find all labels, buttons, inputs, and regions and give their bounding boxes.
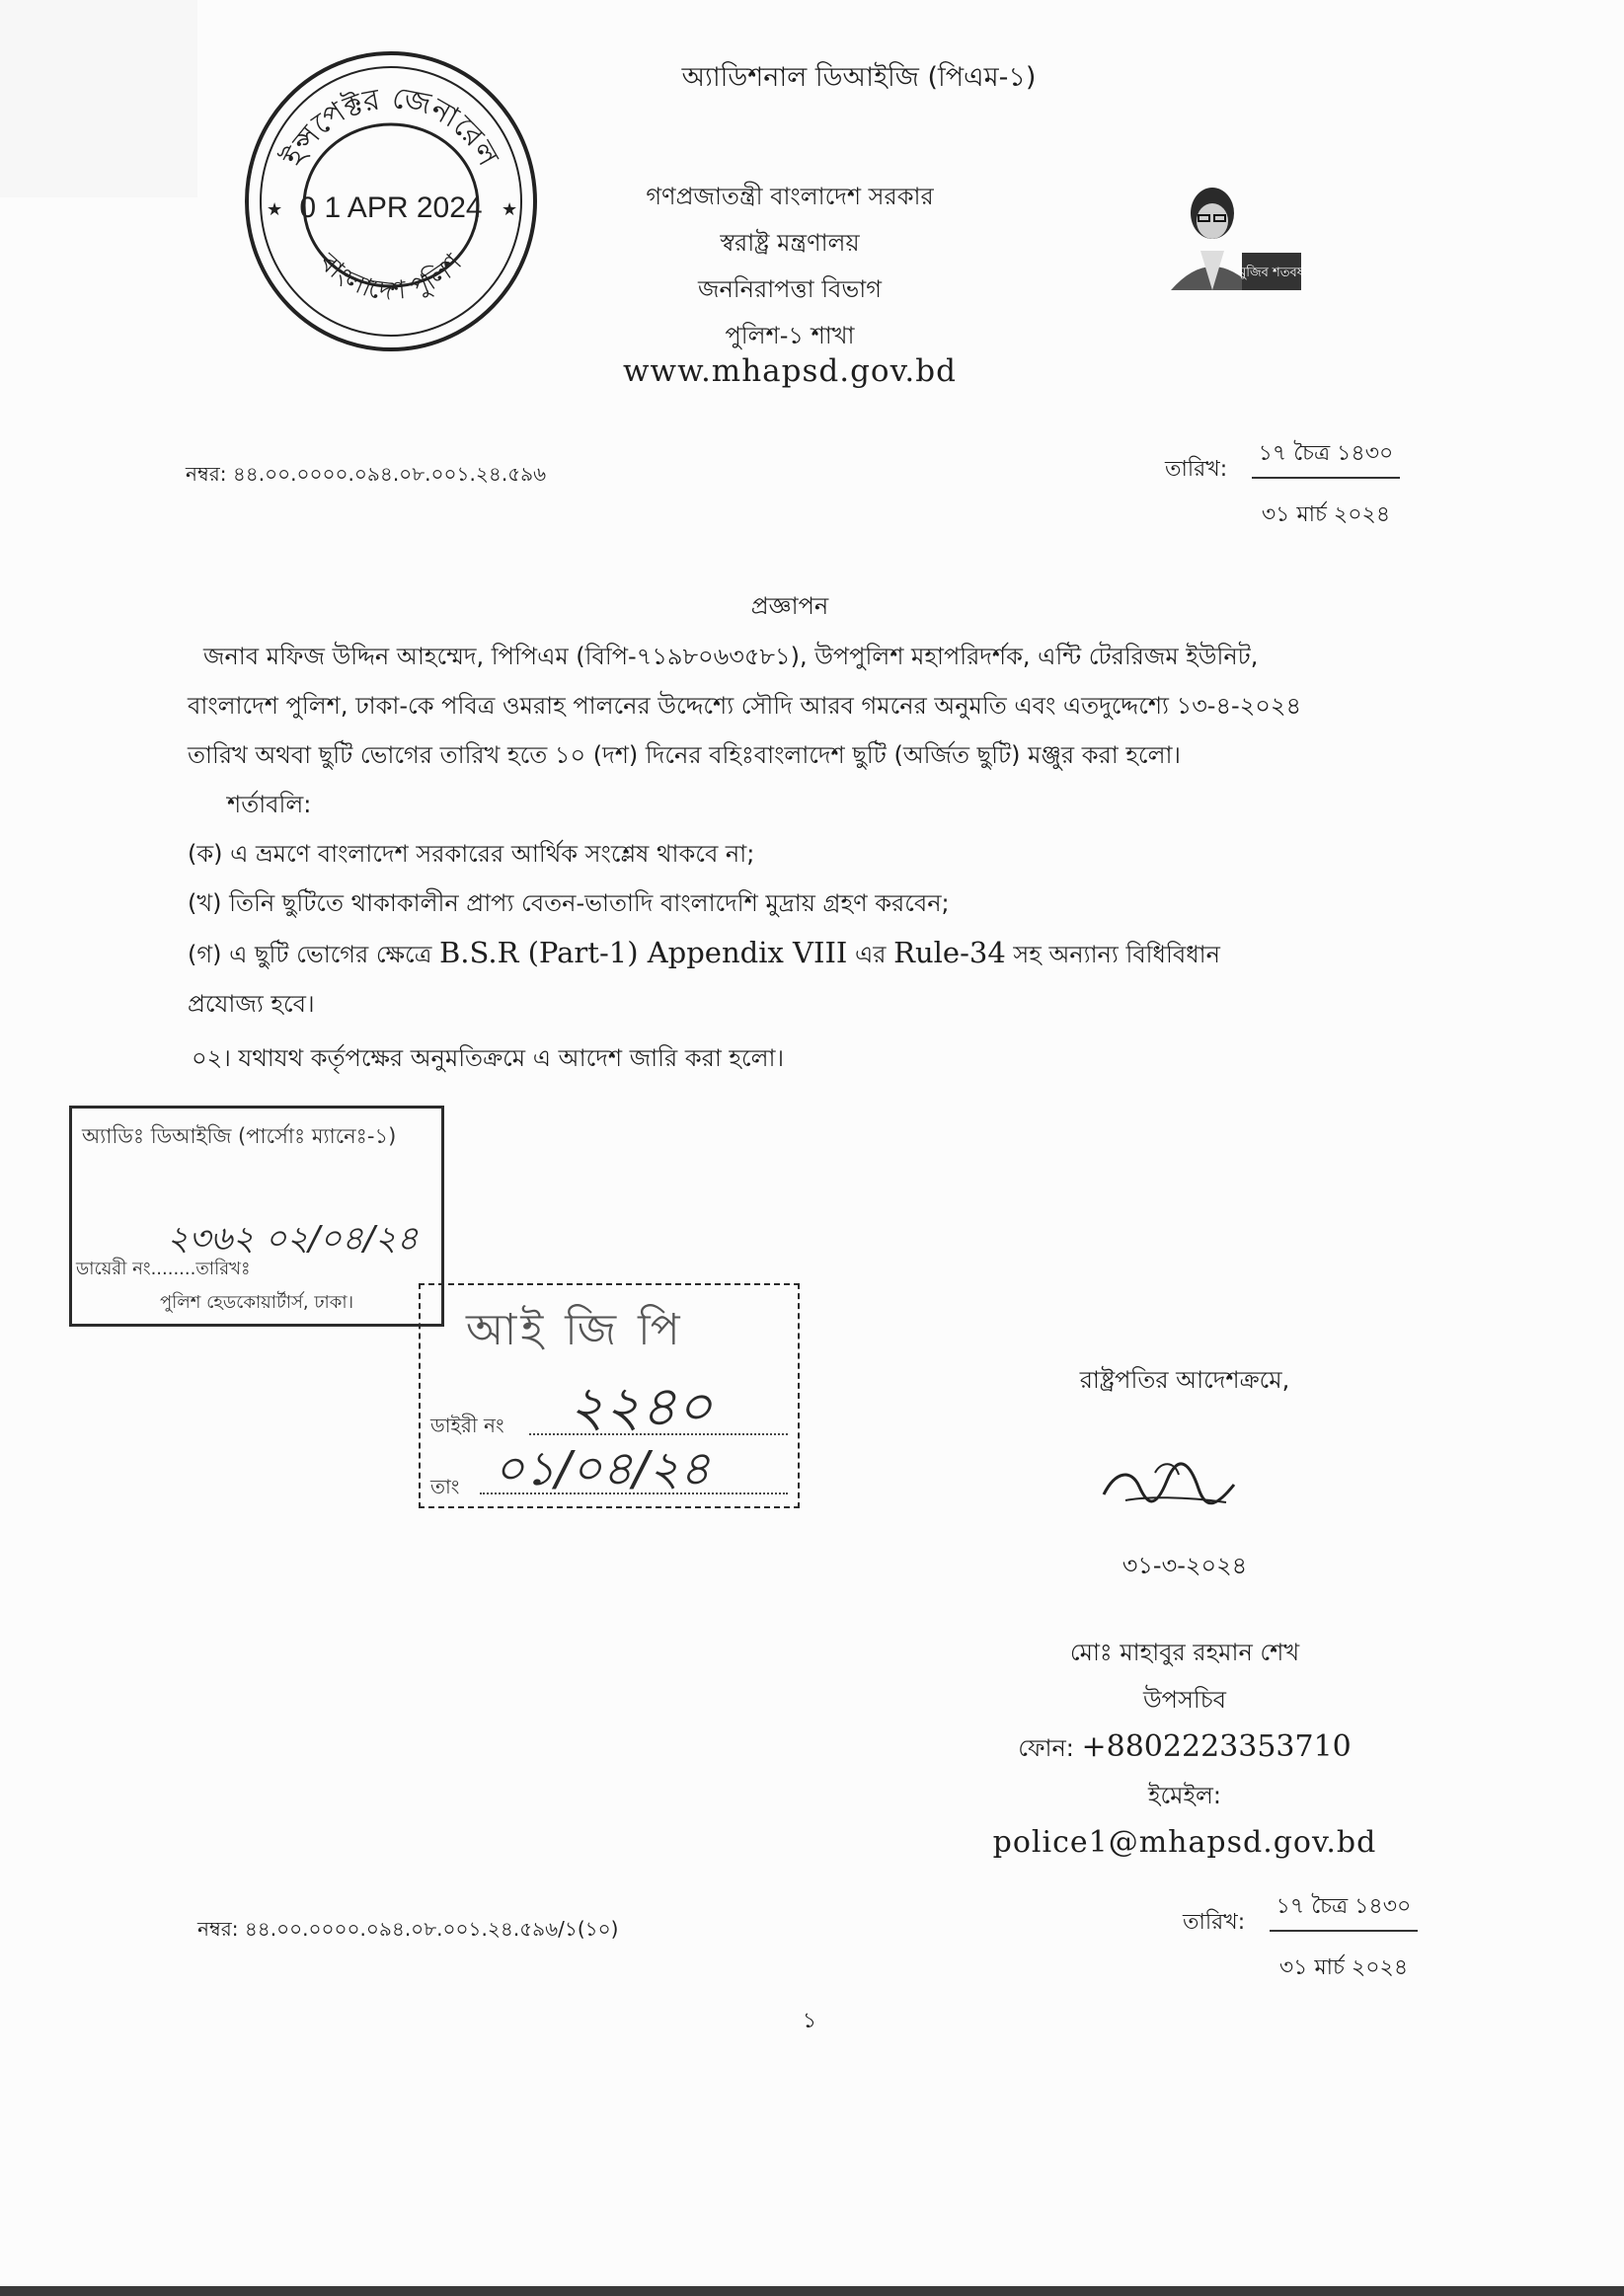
scan-artifact bbox=[0, 0, 197, 197]
header-line-division: জননিরাপত্তা বিভাগ bbox=[698, 275, 882, 303]
round-seal-stamp bbox=[243, 49, 539, 353]
date-label: তারিখ: bbox=[1165, 457, 1228, 482]
condition-ga-continued: প্রযোজ্য হবে। bbox=[188, 990, 315, 1018]
seal-date: 0 1 APR 2024 bbox=[299, 191, 483, 224]
condition-ga-bsr: B.S.R (Part-1) Appendix VIII bbox=[438, 936, 848, 969]
presidential-order-text: রাষ্ট্রপতির আদেশক্রমে, bbox=[1079, 1366, 1290, 1394]
email-address[interactable]: police1@mhapsd.gov.bd bbox=[992, 1825, 1377, 1860]
portrait-icon bbox=[1161, 174, 1339, 302]
stamp-1-diary-label: ডায়েরী নং........তারিখঃ bbox=[76, 1259, 251, 1279]
signatory-phone bbox=[948, 1723, 1422, 1772]
condition-ga-rule: Rule-34 bbox=[893, 936, 1006, 969]
signature-icon bbox=[1096, 1451, 1244, 1520]
condition-kha: (খ) তিনি ছুটিতে থাকাকালীন প্রাপ্য বেতন-ভাতাদি বাংলাদেশি মুদ্রায় গ্রহণ করবেন; bbox=[188, 889, 950, 917]
conditions-heading: শর্তাবলি: bbox=[227, 791, 312, 818]
government-header bbox=[553, 174, 1027, 359]
body-line-1: জনাব মফিজ উদ্দিন আহম্মেদ, পিপিএম (বিপি-৭১৯৮০৬৩৫৮১), উপপুলিশ মহাপরিদর্শক, এন্টি টেররিজম ইউনিট, bbox=[203, 643, 1259, 670]
receipt-stamp-additional-dig bbox=[69, 1106, 444, 1327]
date-bengali-2: ১৭ চৈত্র ১৪৩০ bbox=[1270, 1889, 1418, 1932]
header-line-ministry: স্বরাষ্ট্র মন্ত্রণালয় bbox=[720, 229, 860, 257]
stamp-2-date-value: ০১/০৪/২৪ bbox=[494, 1441, 711, 1496]
date-bengali: ১৭ চৈত্র ১৪৩০ bbox=[1252, 436, 1400, 479]
paragraph-02: ০২। যথাযথ কর্তৃপক্ষের অনুমতিক্রমে এ আদেশ জারি করা হলো। bbox=[192, 1044, 785, 1072]
phone-label: ফোন: bbox=[1018, 1734, 1074, 1762]
top-title: অ্যাডিশনাল ডিআইজি (পিএম-১) bbox=[681, 62, 1037, 93]
condition-ga-mid: এর bbox=[855, 941, 887, 968]
seal-top-text: ইন্সপেক্টর জেনারেল bbox=[275, 80, 505, 173]
condition-ga-prefix: (গ) এ ছুটি ভোগের ক্ষেত্রে bbox=[188, 941, 432, 968]
portrait-logo bbox=[1161, 174, 1339, 302]
stamp-1-handwriting: ২৩৬২ ০২/০৪/২৪ bbox=[167, 1219, 419, 1259]
signatory-details bbox=[948, 1629, 1422, 1867]
date-label-2: তারিখ: bbox=[1183, 1910, 1246, 1935]
memo-number: নম্বর: ৪৪.০০.০০০০.০৯৪.০৮.০০১.২৪.৫৯৬ bbox=[186, 462, 547, 486]
condition-ga bbox=[188, 928, 1402, 979]
notice-body bbox=[188, 632, 1402, 1029]
portrait-caption: মুজিব শতবর্ষ bbox=[1239, 266, 1304, 280]
signatory-designation: উপসচিব bbox=[1142, 1686, 1227, 1714]
body-line-2: বাংলাদেশ পুলিশ, ঢাকা-কে পবিত্র ওমরাহ পালনের উদ্দেশ্যে সৌদি আরব গমনের অনুমতি এবং এতদুদ্দেশ্যে ১৩-৪-২০২৪ bbox=[188, 692, 1302, 720]
receipt-stamp-igp bbox=[419, 1283, 800, 1508]
date-gregorian-2: ৩১ মার্চ ২০২৪ bbox=[1278, 1955, 1409, 1980]
header-line-government: গণপ্রজাতন্ত্রী বাংলাদেশ সরকার bbox=[646, 183, 934, 210]
date-gregorian: ৩১ মার্চ ২০২৪ bbox=[1261, 502, 1391, 527]
signature-date: ৩১-৩-২০২৪ bbox=[1121, 1552, 1248, 1579]
stamp-2-diary-value: ২২৪০ bbox=[569, 1375, 713, 1439]
distribution-memo-number: নম্বর: ৪৪.০০.০০০০.০৯৪.০৮.০০১.২৪.৫৯৬/১(১০) bbox=[197, 1917, 619, 1941]
seal-bottom-text: বাংলাদেশ পুলিশ bbox=[313, 248, 469, 307]
stamp-1-footer: পুলিশ হেডকোয়ার্টার্স, ঢাকা। bbox=[159, 1292, 354, 1313]
signatory-name: মোঃ মাহাবুর রহমান শেখ bbox=[1069, 1639, 1300, 1666]
scan-bottom-edge bbox=[0, 2286, 1624, 2296]
stamp-2-title: আই জি পি bbox=[466, 1305, 684, 1355]
header-line-branch: পুলিশ-১ শাখা bbox=[725, 322, 855, 349]
stamp-2-date-label: তাং bbox=[430, 1475, 460, 1498]
phone-number[interactable]: +8802223353710 bbox=[1081, 1729, 1352, 1764]
seal-star-left-icon: ★ bbox=[267, 199, 283, 220]
condition-ka: (ক) এ ভ্রমণে বাংলাদেশ সরকারের আর্থিক সংশ্লেষ থাকবে না; bbox=[188, 840, 755, 868]
website-link[interactable]: www.mhapsd.gov.bd bbox=[623, 353, 957, 389]
email-label: ইমেইল: bbox=[1148, 1782, 1221, 1809]
condition-ga-suffix: সহ অন্যান্য বিধিবিধান bbox=[1013, 941, 1220, 968]
seal-star-right-icon: ★ bbox=[502, 199, 518, 220]
page-number: ১ bbox=[802, 2009, 817, 2033]
stamp-1-title: অ্যাডিঃ ডিআইজি (পার্সোঃ ম্যানেঃ-১) bbox=[82, 1124, 397, 1148]
seal-graphic bbox=[243, 49, 539, 353]
stamp-2-diary-label: ডাইরী নং bbox=[430, 1414, 504, 1437]
body-line-3: তারিখ অথবা ছুটি ভোগের তারিখ হতে ১০ (দশ) দিনের বহিঃবাংলাদেশ ছুটি (অর্জিত ছুটি) মঞ্জুর করা হলো। bbox=[188, 741, 1181, 769]
notice-title: প্রজ্ঞাপন bbox=[750, 592, 829, 620]
